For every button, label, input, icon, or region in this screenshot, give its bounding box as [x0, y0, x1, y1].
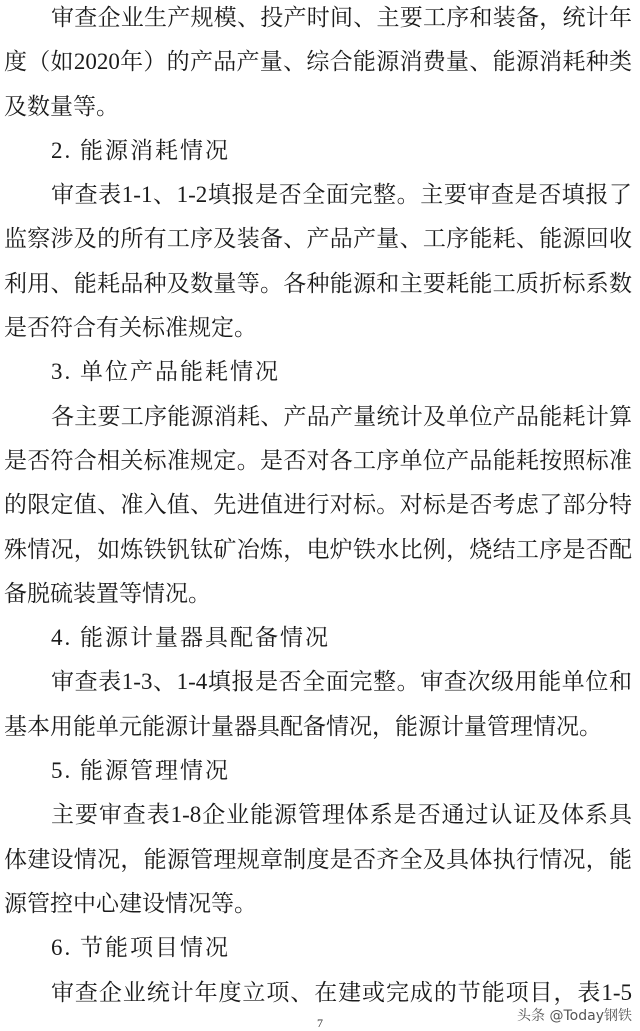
- text-line: 审查企业生产规模、投产时间、主要工序和装备，统计年: [51, 5, 632, 30]
- text-line: 殊情况，如炼铁钒钛矿冶炼，电炉铁水比例，烧结工序是否配: [4, 536, 632, 562]
- text-line: 审查表1-1、1-2填报是否全面完整。主要审查是否填报了: [51, 182, 632, 208]
- text-line: 监察涉及的所有工序及装备、产品产量、工序能耗、能源回收: [4, 226, 632, 252]
- text-line: 基本用能单元能源计量器具配备情况，能源计量管理情况。: [4, 713, 602, 739]
- text-line: 是否符合有关标准规定。: [4, 315, 257, 341]
- section-heading: 3. 单位产品能耗情况: [51, 359, 280, 385]
- section-heading: 2. 能源消耗情况: [51, 137, 230, 163]
- page-number: 7: [317, 1016, 323, 1030]
- text-line: 备脱硫装置等情况。: [4, 580, 211, 606]
- text-line: 及数量等。: [4, 93, 119, 119]
- text-line: 利用、能耗品种及数量等。各种能源和主要耗能工质折标系数: [4, 270, 632, 296]
- text-line: 审查企业统计年度立项、在建或完成的节能项目，表1-5: [51, 979, 632, 1005]
- text-line: 的限定值、准入值、先进值进行对标。对标是否考虑了部分特: [4, 492, 632, 518]
- section-heading: 6. 节能项目情况: [51, 935, 230, 961]
- text-line: 度（如2020年）的产品产量、综合能源消费量、能源消耗种类: [4, 49, 632, 75]
- text-line: 主要审查表1-8企业能源管理体系是否通过认证及体系具: [51, 802, 632, 828]
- text-line: 是否符合相关标准规定。是否对各工序单位产品能耗按照标准: [4, 447, 632, 473]
- text-line: 审查表1-3、1-4填报是否全面完整。审查次级用能单位和: [51, 669, 632, 695]
- document-page: [4, 0, 632, 1015]
- text-line: 源管控中心建设情况等。: [4, 890, 257, 916]
- text-line: 体建设情况，能源管理规章制度是否齐全及具体执行情况，能: [4, 846, 632, 872]
- text-line: 各主要工序能源消耗、产品产量统计及单位产品能耗计算: [51, 403, 632, 429]
- section-heading: 5. 能源管理情况: [51, 758, 230, 784]
- section-heading: 4. 能源计量器具配备情况: [51, 625, 330, 651]
- watermark: 头条 @Today钢铁: [517, 1008, 632, 1024]
